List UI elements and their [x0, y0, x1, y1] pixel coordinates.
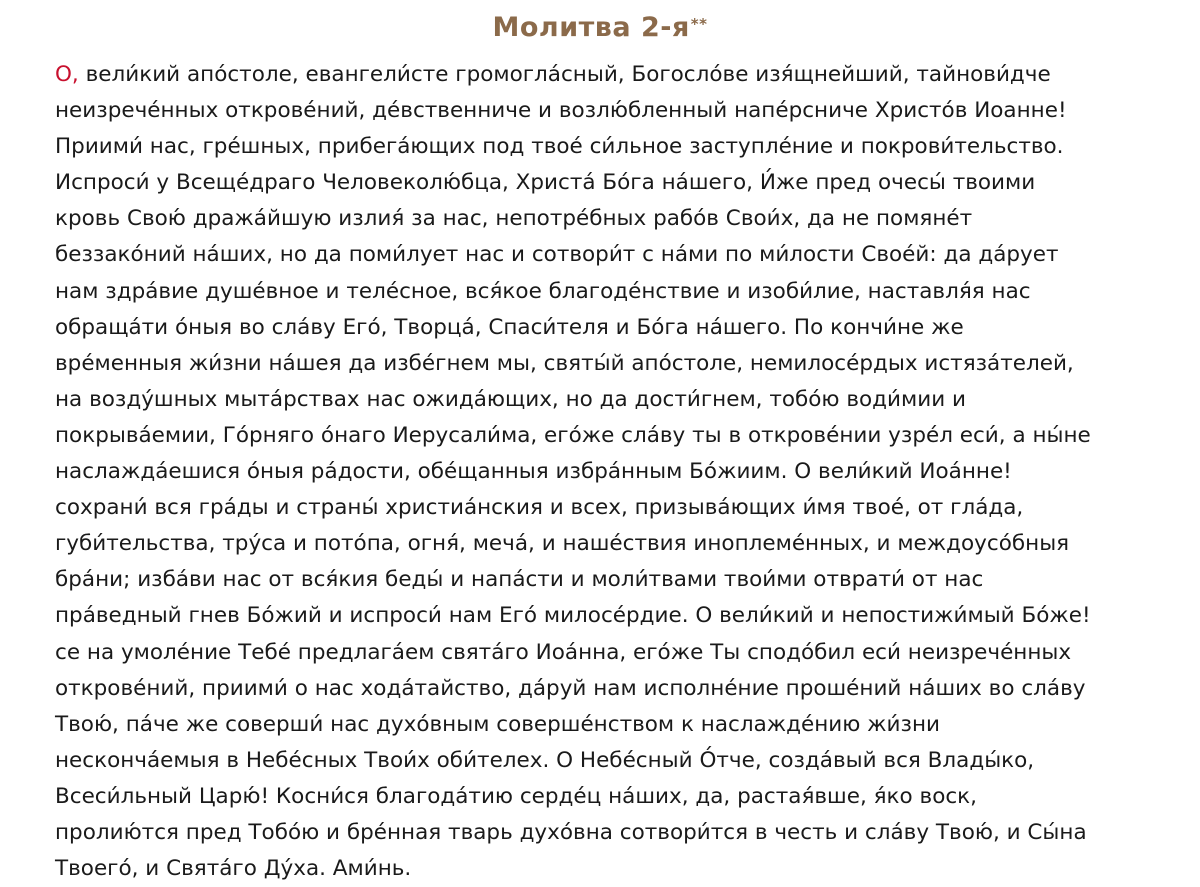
prayer-initial: О,	[55, 62, 79, 87]
prayer-line: Приими́ нас, гре́шных, прибега́ющих под твое́ си́льное заступле́ние и покрови́тельство.	[55, 134, 1064, 160]
prayer-line: бра́ни; изба́ви нас от вся́кия беды́ и напа́сти и моли́твами твои́ми отврати́ от нас	[55, 567, 984, 593]
prayer-line: пра́ведный гнев Бо́жий и испроси́ нам Его́ милосе́рдие. О вели́кий и непостижи́мый Бо́же!	[55, 603, 1091, 629]
prayer-line: беззако́ний на́ших, но да поми́лует нас и сотвори́т с на́ми по ми́лости Свое́й: да да́рует	[55, 242, 1059, 268]
prayer-line: Всеси́льный Царю́! Косни́ся благода́тию серде́ц на́ших, да, растая́вше, я́ко воск,	[55, 783, 977, 809]
prayer-line	[55, 57, 1185, 93]
footnote-mark: **	[690, 15, 708, 33]
prayer-title	[0, 8, 1200, 48]
prayer-line: открове́ний, приими́ о нас хода́тайство, да́руй нам исполне́ние проше́ний на́ших во сла́ву	[55, 675, 1086, 701]
prayer-line: Испроси́ у Всеще́драго Человеколю́бца, Христа́ Бо́га на́шего, И́же пред очесы́ твоими	[55, 170, 1036, 196]
prayer-line: на возду́шных мыта́рствах нас ожида́ющих, но да дости́гнем, тобо́ю води́мии и	[55, 386, 966, 412]
prayer-line: неизрече́нных открове́ний, де́вственниче и возлю́бленный напе́рсниче Христо́в Иоанне!	[55, 98, 1067, 124]
prayer-line: се на умоле́ние Тебе́ предлага́ем свята́го Иоа́нна, его́же Ты сподо́бил еси́ неизрече́нных	[55, 639, 1072, 665]
prayer-line: покрыва́емии, Го́рняго о́наго Иерусали́ма, его́же сла́ву ты в открове́нии узре́л еси́, а ны́не	[55, 422, 1091, 448]
prayer-line: наслажда́ешися о́ныя ра́дости, обе́щанныя избра́нным Бо́жиим. О вели́кий Иоа́нне!	[55, 459, 1012, 485]
prayer-line: сохрани́ вся гра́ды и страны́ христиа́нския и всех, призыва́ющих и́мя твое́, от гла́да,	[55, 495, 1024, 521]
prayer-line: вре́менныя жи́зни на́шея да избе́гнем мы, святы́й апо́столе, немилосе́рдых истяза́телей,	[55, 350, 1074, 376]
prayer-line: несконча́емыя в Небе́сных Твои́х оби́телех. О Небе́сный О́тче, созда́вый вся Влады́ко,	[55, 747, 1035, 773]
prayer-line: пролию́тся пред Тобо́ю и бре́нная тварь духо́вна сотвори́тся в честь и сла́ву Твою́, и Сы́на	[55, 819, 1087, 845]
prayer-line: обраща́ти о́ныя во сла́ву Его́, Творца́, Спаси́теля и Бо́га на́шего. По кончи́не же	[55, 314, 964, 340]
prayer-line: нам здра́вие душе́вное и теле́сное, вся́кое благоде́нствие и изоби́лие, наставля́я нас	[55, 278, 1031, 304]
prayer-line: Твою́, па́че же соверши́ нас духо́вным соверше́нством к наслажде́нию жи́зни	[55, 711, 940, 737]
prayer-line: кровь Свою́ дража́йшую излия́ за нас, непотре́бных рабо́в Свои́х, да не помяне́т	[55, 206, 973, 232]
prayer-title-text: Молитва 2-я	[492, 12, 690, 43]
prayer-line-text: вели́кий апо́столе, евангели́сте громогла́сный, Богосло́ве изя́щнейший, тайнови́дче	[78, 62, 1051, 87]
prayer-line: губи́тельства, тру́са и пото́па, огня́, меча́, и наше́ствия иноплеме́нных, и междоусо́бныя	[55, 531, 1070, 557]
prayer-line: Твоего́, и Свята́го Ду́ха. Ами́нь.	[55, 856, 412, 882]
prayer-text	[55, 57, 1185, 887]
